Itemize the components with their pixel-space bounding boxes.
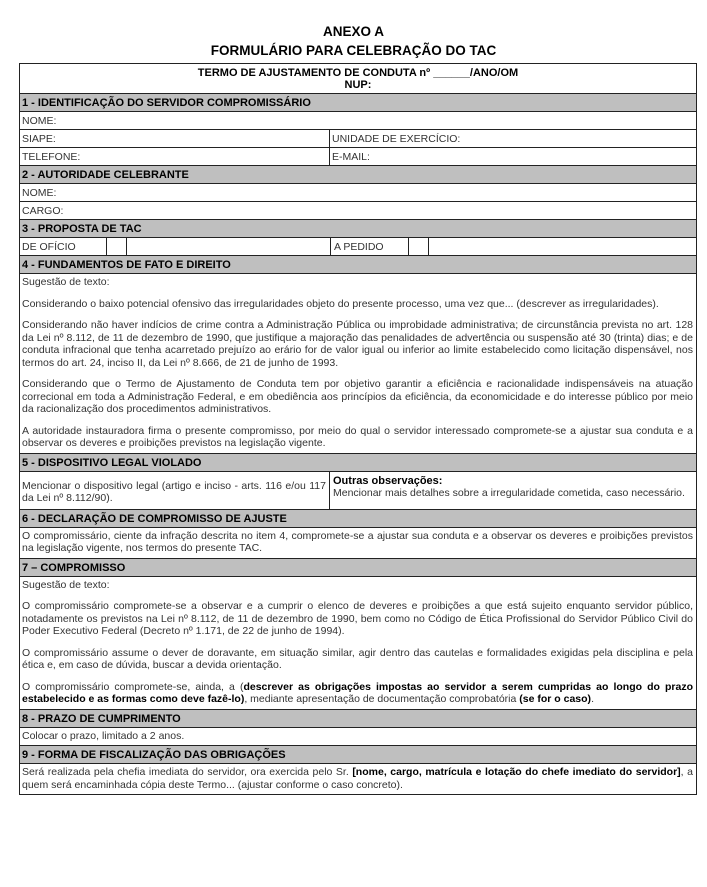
s7-paragraph-1: O compromissário compromete-se a observar e a cumprir o elenco de deveres e proibições a que está sujeito enquanto servidor público, notadamente os previstos na Lei nº 8.112, de 11 de dezembro de 1990, bem como no Código de Ética Profissional do Servidor Público Civil do Poder Executivo Federal (Decreto nº 1.171, de 22 de junho de 1994).: [22, 600, 693, 637]
s7-p3-part-a: O compromissário compromete-se, ainda, a (: [22, 680, 244, 693]
s9-part-1: Será realizada pela chefia imediata do servidor, ora exercida pelo Sr.: [22, 766, 353, 778]
section-4-body: [20, 274, 696, 454]
section-2-header: 2 - AUTORIDADE CELEBRANTE: [20, 166, 696, 184]
dispositivo-legal-text: Mencionar o dispositivo legal (artigo e inciso - arts. 116 e/ou 117 da Lei nº 8.112/90).: [20, 472, 330, 509]
annex-title: ANEXO A: [322, 24, 384, 39]
siape-field[interactable]: SIAPE:: [20, 130, 330, 147]
s7-p3-bold-case: (se for o caso): [519, 693, 592, 705]
section-9-body: [20, 764, 696, 794]
s8-text: Colocar o prazo, limitado a 2 anos.: [22, 729, 185, 742]
telefone-email-row: [20, 148, 696, 166]
a-pedido-spacer: [428, 238, 696, 255]
s7-p3-bold-obligations: descrever as obrigações impostas ao servidor a serem cumpridas ao longo do prazo estabelecido e as formas como deve fazê-lo): [22, 680, 694, 705]
s7-p3-part-e: .: [591, 693, 594, 705]
s9-bold-chefe: [nome, cargo, matrícula e lotação do chefe imediato do servidor]: [352, 766, 681, 778]
tac-form: [19, 63, 697, 795]
de-oficio-spacer: [126, 238, 330, 255]
nup-label: NUP:: [344, 79, 372, 91]
section-8-body: [20, 728, 696, 747]
a-pedido-checkbox[interactable]: [408, 238, 428, 255]
unidade-field[interactable]: UNIDADE DE EXERCÍCIO:: [332, 133, 461, 145]
section-1-header: 1 - IDENTIFICAÇÃO DO SERVIDOR COMPROMISSÁRIO: [20, 94, 696, 112]
outras-observacoes-text: Mencionar mais detalhes sobre a irregularidade cometida, caso necessário.: [333, 486, 685, 499]
doc-title-block: [20, 64, 696, 94]
servidor-nome-field[interactable]: NOME:: [20, 112, 696, 130]
section-7-header: 7 – COMPROMISSO: [20, 559, 696, 577]
s7-paragraph-2: O compromissário assume o dever de doravante, em situação similar, agir dentro das cautelas e formalidades exigidas pela disciplina e pela ética e, em caso de dúvida, buscar a devida orientação.: [22, 646, 693, 671]
de-oficio-checkbox[interactable]: [106, 238, 126, 255]
s9-text: [22, 766, 693, 791]
s4-paragraph-2: Considerando não haver indícios de crime contra a Administração Pública ou improbidade administrativa; de circunstância prevista no art. 128 da Lei nº 8.112, de 11 de dezembro de 1990, que justifique a majoração das penalidades de advertência ou suspensão até 30 (trinta) dias; e de conduta infracional que tenha acarretado prejuízo ao erário for de valor igual ou inferior ao limite estabelecido como licitação dispensável, nos termos do art. 24, inciso II, da Lei nº 8.666, de 21 de junho de 1993.: [22, 319, 693, 369]
s6-text: O compromissário, ciente da infração descrita no item 4, compromete-se a ajustar sua conduta e a observar os deveres e proibições previstos na legislação vigente, nos termos do presente TAC.: [22, 529, 693, 554]
page-header: [0, 22, 707, 60]
proposta-row: [20, 238, 696, 256]
s4-paragraph-4: A autoridade instauradora firma o presente compromisso, por meio do qual o servidor interessado compromete-se a ajustar sua conduta e a observar os deveres e proibições previstos na legislação vigente.: [22, 424, 693, 449]
siape-unidade-row: [20, 130, 696, 148]
section-4-header: 4 - FUNDAMENTOS DE FATO E DIREITO: [20, 256, 696, 274]
autoridade-nome-field[interactable]: NOME:: [20, 184, 696, 202]
outras-observacoes-title: Outras observações:: [333, 474, 443, 487]
s4-suggestion: Sugestão de texto:: [22, 276, 110, 288]
section-8-header: 8 - PRAZO DE CUMPRIMENTO: [20, 710, 696, 728]
s4-paragraph-1: Considerando o baixo potencial ofensivo das irregularidades objeto do presente processo, uma vez que... (descrever as irregularidades).: [22, 297, 659, 310]
s7-suggestion: Sugestão de texto:: [22, 578, 110, 591]
s9-part-3: , a quem será encaminhada cópia deste Termo... (ajustar conforme o caso concreto).: [22, 766, 693, 791]
section-5-header: 5 - DISPOSITIVO LEGAL VIOLADO: [20, 454, 696, 472]
section-5-body: [20, 472, 696, 510]
s7-paragraph-3: [22, 681, 693, 706]
telefone-field[interactable]: TELEFONE:: [20, 148, 330, 165]
doc-title: TERMO DE AJUSTAMENTO DE CONDUTA nº ______/ANO/OM: [197, 67, 519, 79]
section-3-header: 3 - PROPOSTA DE TAC: [20, 220, 696, 238]
form-title: FORMULÁRIO PARA CELEBRAÇÃO DO TAC: [210, 43, 497, 58]
s7-p3-part-c: , mediante apresentação de documentação comprobatória: [244, 693, 520, 705]
outras-observacoes: [330, 472, 696, 509]
de-oficio-label: DE OFÍCIO: [22, 241, 76, 253]
section-9-header: 9 - FORMA DE FISCALIZAÇÃO DAS OBRIGAÇÕES: [20, 746, 696, 764]
email-field[interactable]: E-MAIL:: [332, 151, 370, 163]
section-7-body: [20, 577, 696, 710]
s4-paragraph-3: Considerando que o Termo de Ajustamento de Conduta tem por objetivo garantir a eficiência e racionalidade indispensáveis na atuação correcional em toda a Administração Federal, e em obediência aos princípios da eficiência, da economicidade e do interesse público por meio da racionalização dos procedimentos administrativos.: [22, 378, 693, 415]
autoridade-cargo-field[interactable]: CARGO:: [20, 202, 696, 220]
section-6-header: 6 - DECLARAÇÃO DE COMPROMISSO DE AJUSTE: [20, 510, 696, 528]
section-6-body: [20, 528, 696, 559]
a-pedido-label: A PEDIDO: [330, 238, 408, 255]
